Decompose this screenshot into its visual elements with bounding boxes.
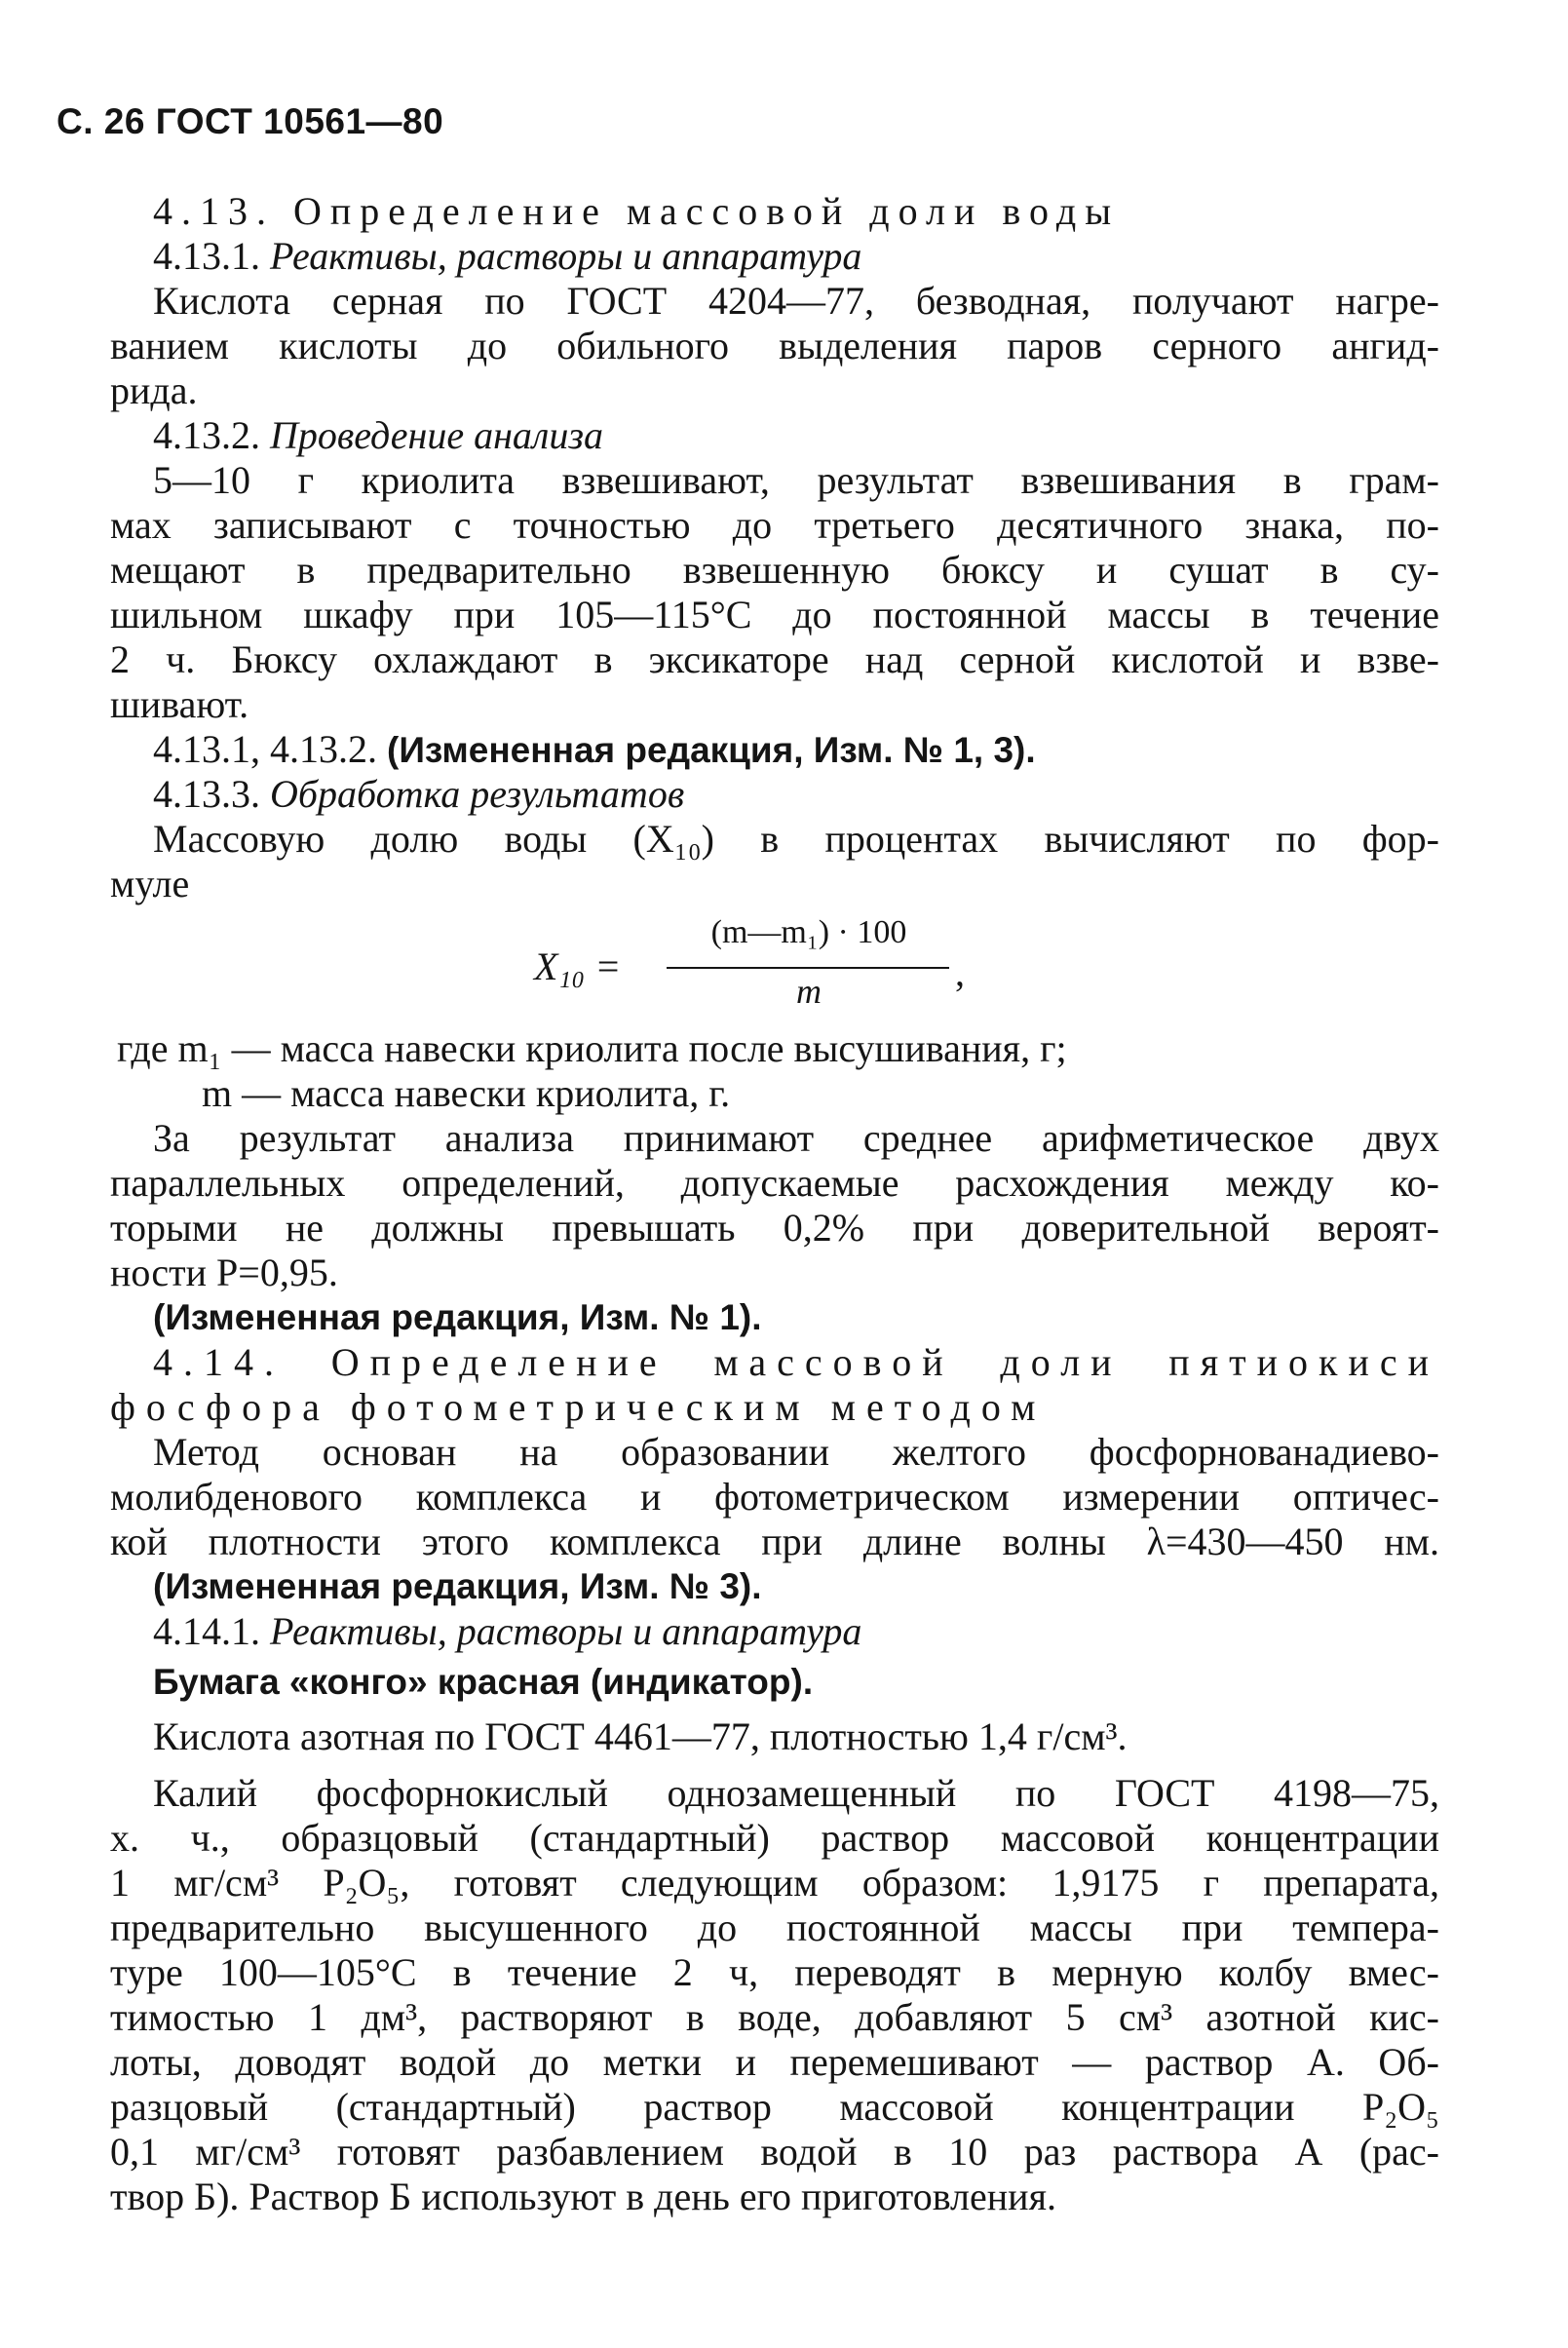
- paragraph-line: тимостью 1 дм³, растворяют в воде, добавляют 5 см³ азотной кис-: [110, 1995, 1439, 2039]
- paragraph-line: 2 ч. Бюксу охлаждают в эксикаторе над серной кислотой и взве-: [110, 637, 1439, 681]
- subsection-number: 4.13.3.: [153, 772, 260, 816]
- paragraph-line: муле: [110, 862, 190, 905]
- paragraph-line: шильном шкафу при 105—115°С до постоянной массы в течение: [110, 593, 1439, 636]
- where-line: где m₁ — масса навески криолита после высушивания, г;: [117, 1026, 1067, 1070]
- paragraph-line: х. ч., образцовый (стандартный) раствор массовой концентрации: [110, 1816, 1439, 1860]
- paragraph-line: торыми не должны превышать 0,2% при доверительной вероят-: [110, 1206, 1439, 1250]
- subsection-title: Обработка результатов: [270, 772, 685, 816]
- section-4-13-title: 4.13. Определение массовой доли воды: [153, 189, 1121, 233]
- paragraph-line: ванием кислоты до обильного выделения паров серного ангид-: [110, 324, 1439, 367]
- paragraph-line: Массовую долю воды (X₁₀) в процентах вычисляют по фор-: [153, 817, 1439, 861]
- paragraph-line: Метод основан на образовании желтого фосфорнованадиево-: [153, 1430, 1439, 1474]
- formula-comma: ,: [955, 950, 965, 994]
- subsection-number: 4.13.1.: [153, 234, 260, 278]
- paragraph-line: 5—10 г криолита взвешивают, результат взвешивания в грам-: [153, 458, 1439, 502]
- amendment-note: (Измененная редакция, Изм. № 1).: [153, 1297, 762, 1337]
- formula-denominator: m: [796, 972, 822, 1011]
- where-line: m — масса навески криолита, г.: [202, 1071, 731, 1115]
- section-4-14-title-cont: фосфора фотометрическим методом: [110, 1385, 1047, 1429]
- paragraph-line: мещают в предварительно взвешенную бюксу и сушат в су-: [110, 548, 1439, 592]
- paragraph-line: предварительно высушенного до постоянной массы при темпера-: [110, 1905, 1439, 1949]
- subsection-4-13-2: [153, 414, 603, 457]
- paragraph-line: 1 мг/см³ P₂O₅, готовят следующим образом: 1,9175 г препарата,: [110, 1861, 1439, 1905]
- standard-code: ГОСТ 10561—80: [155, 101, 444, 141]
- reagent-line: Бумага «конго» красная (индикатор).: [153, 1662, 814, 1702]
- subsection-title: Реактивы, растворы и аппаратура: [270, 1609, 862, 1653]
- subsection-4-13-1: [153, 235, 861, 278]
- reagent-line: Кислота азотная по ГОСТ 4461—77, плотностью 1,4 г/см³.: [153, 1714, 1128, 1758]
- page-header: [57, 101, 443, 142]
- paragraph-line: 0,1 мг/см³ готовят разбавлением водой в 10 раз раствора А (рас-: [110, 2130, 1439, 2174]
- subsection-number: 4.14.1.: [153, 1609, 260, 1653]
- section-4-14-title: 4.14. Определение массовой доли пятиокиси: [153, 1340, 1439, 1384]
- paragraph-line: мах записывают с точностью до третьего десятичного знака, по-: [110, 503, 1439, 547]
- subsection-4-13-3: [153, 773, 684, 816]
- fraction-bar: [667, 967, 949, 969]
- paragraph-line: туре 100—105°С в течение 2 ч, переводят в мерную колбу вмес-: [110, 1950, 1439, 1994]
- subsection-4-14-1: [153, 1610, 861, 1653]
- subsection-number: 4.13.2.: [153, 413, 260, 457]
- paragraph-line: Калий фосфорнокислый однозамещенный по ГОСТ 4198—75,: [153, 1771, 1439, 1815]
- paragraph-line: разцовый (стандартный) раствор массовой концентрации P₂O₅: [110, 2085, 1439, 2129]
- paragraph-line: параллельных определений, допускаемые расхождения между ко-: [110, 1161, 1439, 1205]
- formula-lhs: X₁₀ =: [534, 944, 622, 988]
- paragraph-line: молибденового комплекса и фотометрическом измерении оптичес-: [110, 1475, 1439, 1519]
- paragraph-line: За результат анализа принимают среднее арифметическое двух: [153, 1116, 1439, 1160]
- formula-x10: [534, 914, 963, 1021]
- amendment-note: [153, 728, 1036, 772]
- paragraph-line: твор Б). Раствор Б используют в день его приготовления.: [110, 2175, 1056, 2218]
- formula-numerator: (m—m₁) · 100: [710, 914, 907, 950]
- subsection-title: Проведение анализа: [270, 413, 603, 457]
- amendment-text: (Измененная редакция, Изм. № 1, 3).: [387, 730, 1036, 770]
- paragraph-line: шивают.: [110, 682, 249, 726]
- paragraph-line: кой плотности этого комплекса при длине волны λ=430—450 нм.: [110, 1520, 1439, 1563]
- amendment-note: (Измененная редакция, Изм. № 3).: [153, 1566, 762, 1606]
- paragraph-line: ности P=0,95.: [110, 1251, 338, 1294]
- amendment-ref: 4.13.1, 4.13.2.: [153, 727, 377, 771]
- subsection-title: Реактивы, растворы и аппаратура: [270, 234, 862, 278]
- paragraph-line: рида.: [110, 368, 198, 412]
- paragraph-line: Кислота серная по ГОСТ 4204—77, безводная, получают нагре-: [153, 279, 1439, 323]
- paragraph-line: лоты, доводят водой до метки и перемешивают — раствор А. Об-: [110, 2040, 1439, 2084]
- page-number: С. 26: [57, 101, 145, 141]
